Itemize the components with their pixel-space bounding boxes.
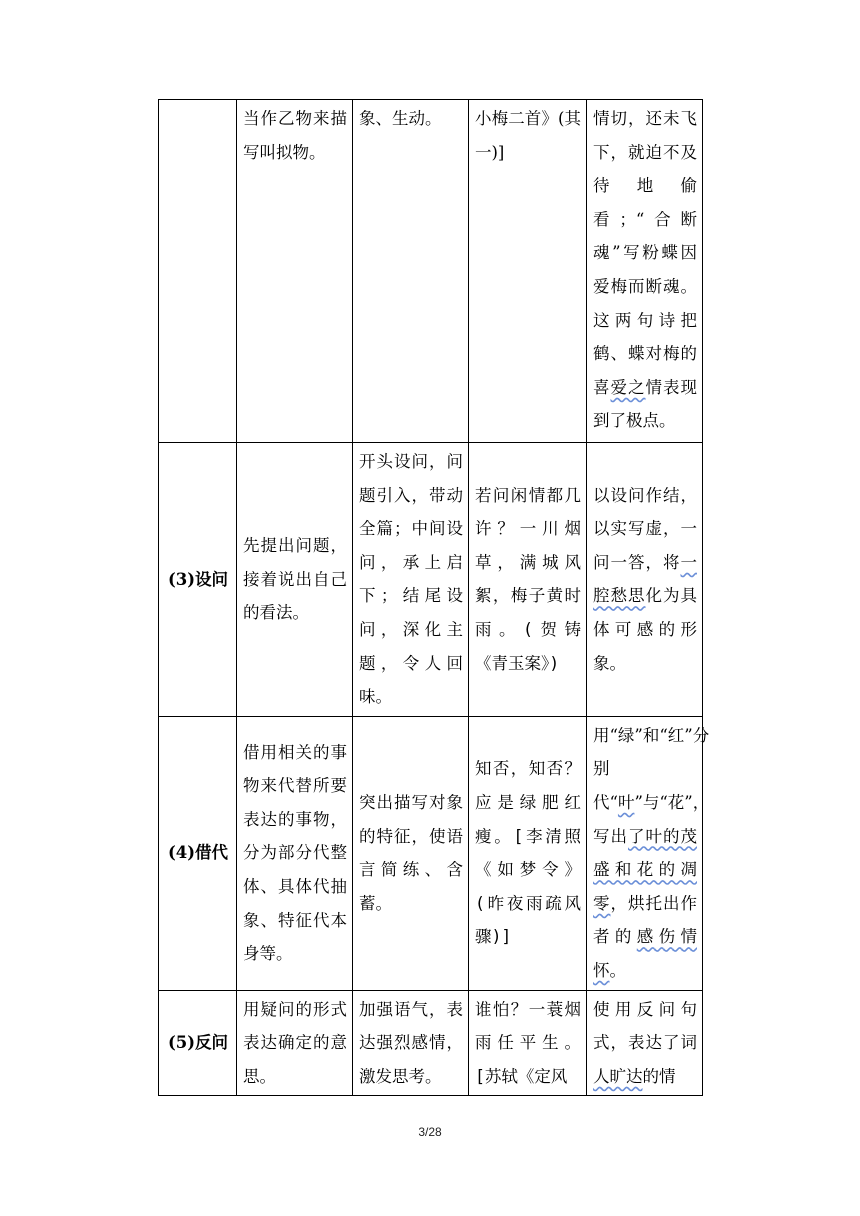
example-cell: 小梅二首》(其一)] — [469, 100, 587, 443]
analysis-cell — [587, 716, 710, 990]
effect-cell: 突出描写对象的特征，使语言简练、含蓄。 — [353, 716, 469, 990]
device-name-cell: (3)设问 — [159, 443, 237, 717]
effect-cell: 象、生动。 — [353, 100, 469, 443]
definition-cell: 当作乙物来描写叫拟物。 — [237, 100, 353, 443]
device-name-cell — [159, 100, 237, 443]
analysis-text: 化为具体可感的形象。 — [593, 586, 697, 673]
highlighted-text: 叶 — [617, 792, 635, 812]
highlighted-text: 一腔愁思 — [593, 552, 697, 606]
table-row — [159, 100, 703, 443]
highlighted-text: 爱之 — [610, 377, 646, 397]
device-name-cell: (4)借代 — [159, 716, 237, 990]
rhetoric-table — [158, 99, 710, 1096]
analysis-text: ，烘托出作者的 — [593, 893, 697, 947]
analysis-text: ”与“花”，写出 — [593, 792, 710, 846]
highlighted-text: 感伤情怀 — [593, 927, 697, 980]
analysis-text: 用“绿”和“红”分别代“ — [593, 725, 710, 812]
example-cell: 知否，知否？应是绿肥红瘦。[李清照《如梦令》(昨夜雨疏风骤)] — [469, 716, 587, 990]
effect-cell: 开头设问，问题引入，带动全篇；中间设问，承上启下；结尾设问，深化主题，令人回味。 — [353, 443, 469, 717]
table-row — [159, 716, 703, 990]
device-name-cell: (5)反问 — [159, 990, 237, 1096]
analysis-cell — [587, 100, 703, 443]
page-number: 3/28 — [418, 1125, 442, 1139]
example-cell: 若问闲情都几许？一川烟草，满城风絮，梅子黄时雨。(贺铸《青玉案》) — [469, 443, 587, 717]
definition-cell: 先提出问题，接着说出自己的看法。 — [237, 443, 353, 717]
analysis-text: 的情 — [642, 1066, 676, 1086]
definition-cell: 用疑问的形式表达确定的意思。 — [237, 990, 353, 1096]
highlighted-text: 人旷达 — [593, 1066, 643, 1086]
analysis-cell — [587, 443, 703, 717]
analysis-text: 以设问作结，以实写虚，一问一答，将 — [593, 485, 697, 572]
definition-cell: 借用相关的事物来代替所要表达的事物，分为部分代整体、具体代抽象、特征代本身等。 — [237, 716, 353, 990]
example-cell: 谁怕？一蓑烟雨任平生。[苏轼《定风 — [469, 990, 587, 1096]
analysis-text: 情切，还未飞下，就迫不及待地偷看；“合断魂”写粉蝶因爱梅而断魂。这两句诗把鹤、蝶对梅的喜 — [593, 109, 697, 397]
analysis-cell — [587, 990, 703, 1096]
analysis-text: 情表现到了极点。 — [593, 377, 697, 431]
analysis-text: 使用反问句式，表达了词 — [593, 999, 697, 1053]
effect-cell: 加强语气，表达强烈感情，激发思考。 — [353, 990, 469, 1096]
table-row — [159, 443, 703, 717]
highlighted-text: 了叶的茂盛和花的凋零 — [593, 826, 697, 913]
table-row — [159, 990, 703, 1096]
analysis-text: 。 — [609, 960, 626, 980]
